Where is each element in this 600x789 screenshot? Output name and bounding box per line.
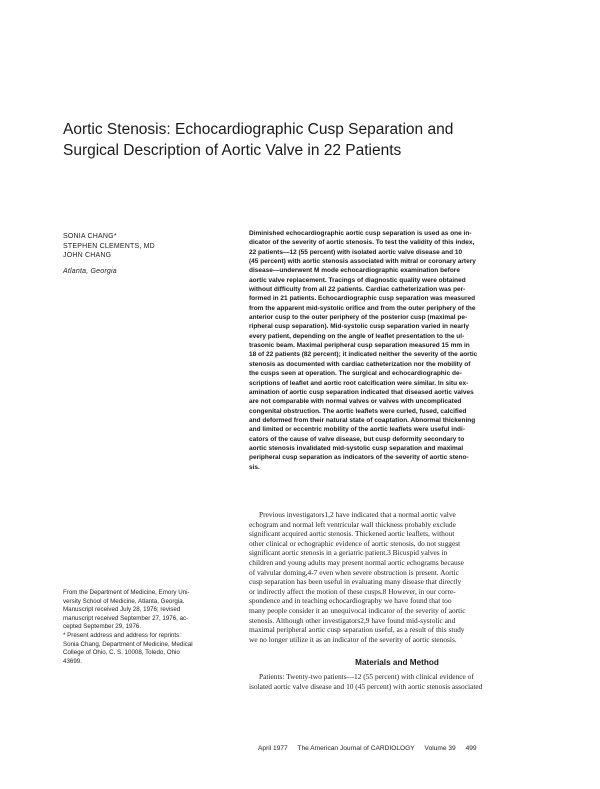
abstract-line: are not comparable with normal valves or valves with uncomplicated xyxy=(249,398,462,406)
page-number: 499 xyxy=(465,745,477,752)
body-line: maximal peripheral aortic cusp separation useful, as a result of this study xyxy=(249,625,465,635)
author-location: Atlanta, Georgia xyxy=(63,267,117,275)
body-line: children and young adults may present normal aortic echograms because xyxy=(249,557,464,567)
body-line: other clinical or echographic evidence of aortic stenosis, do not suggest xyxy=(249,538,461,548)
body-line: significant aortic stenosis in a geriatric patient.3 Bicuspid valves in xyxy=(249,548,448,558)
abstract-line: every patient, depending on the angle of leaflet presentation to the ul- xyxy=(249,332,465,340)
abstract-line: 18 of 22 patients (82 percent); it indicated neither the severity of the aortic xyxy=(249,351,478,359)
author-block xyxy=(63,232,233,276)
footnote-line: 43699. xyxy=(63,657,82,665)
body-line: spondence and in teaching echocardiography we have found that too xyxy=(249,596,452,606)
introduction-text xyxy=(249,510,545,644)
abstract-line: without difficulty from all 22 patients. Cardiac catheterization was per- xyxy=(249,286,466,294)
abstract-line: stenosis as documented with cardiac catheterization nor the mobility of xyxy=(249,360,471,368)
body-line: Previous investigators1,2 have indicated that a normal aortic valve xyxy=(259,510,456,519)
methods-line: isolated aortic valve disease and 10 (45 percent) with aortic stenosis associated xyxy=(249,681,483,691)
abstract-line: anterior cusp to the outer periphery of the posterior cusp (maximal pe- xyxy=(249,314,468,322)
author-name: SONIA CHANG* xyxy=(63,233,117,240)
abstract-line: amination of aortic cusp separation indicated that diseased aortic valves xyxy=(249,388,474,396)
body-line: cusp separation has been useful in evaluating many disease that directly xyxy=(249,577,462,587)
footer-volume: Volume 39 xyxy=(424,745,456,752)
footer-journal: The American Journal of CARDIOLOGY xyxy=(297,745,415,752)
footnote-line: From the Department of Medicine, Emory Uni- xyxy=(63,589,190,596)
abstract-line: formed in 21 patients. Echocardiographic cusp separation was measured xyxy=(249,295,476,303)
body-line: we no longer utilize it as an indicator of the severity of aortic stenosis. xyxy=(249,634,457,644)
article-title xyxy=(63,119,533,161)
abstract-line: scriptions of leaflet and aortic root calcification were similar. In situ ex- xyxy=(249,379,469,387)
body-line: many people consider it an unequivocal indicator of the severity of aortic xyxy=(249,605,466,615)
abstract-line: ripheral cusp separation). Mid-systolic cusp separation varied in nearly xyxy=(249,323,469,331)
footnote-line: Sonia Chang, Department of Medicine, Medical xyxy=(63,640,193,648)
body-line: significant acquired aortic stenosis. Thickened aortic leaflets, without xyxy=(249,529,455,539)
abstract-line: dicator of the severity of aortic stenosis. To test the validity of this index, xyxy=(249,239,475,247)
abstract-line: cators of the cause of valve disease, but cusp deformity secondary to xyxy=(249,435,465,443)
body-line: of valvular doming,4-7 even when severe obstruction is present. Aortic xyxy=(249,567,459,577)
footnote-line: Manuscript received July 28, 1976; revised xyxy=(63,606,181,614)
footnote-line: cepted September 29, 1976. xyxy=(63,623,142,631)
author-name: JOHN CHANG xyxy=(63,252,112,259)
title-line: Surgical Description of Aortic Valve in 22 Patients xyxy=(63,142,402,159)
body-line: echogram and normal left ventricular wall thickness probably exclude xyxy=(249,519,456,529)
abstract-line: and deformed from their natural state of coaptation. Abnormal thickening xyxy=(249,416,476,424)
abstract-line: the cusps seen at operation. The surgical and echocardiographic de- xyxy=(249,370,462,378)
abstract-line: congenital obstruction. The aortic leaflets were curled, fused, calcified xyxy=(249,407,467,415)
abstract-line: trasonic beam. Maximal peripheral cusp separation measured 15 mm in xyxy=(249,342,470,350)
abstract-line: and limited or eccentric mobility of the aortic leaflets were useful indi- xyxy=(249,426,465,434)
section-heading-methods: Materials and Method xyxy=(355,658,439,667)
methods-text xyxy=(249,672,545,691)
abstract-line: peripheral cusp separation as indicators of the severity of aortic steno- xyxy=(249,454,469,462)
page-footer xyxy=(258,745,558,752)
body-line: stenosis. Although other investigators2,9 have found mid-systolic and xyxy=(249,615,456,625)
abstract-line: 22 patients—12 (55 percent) with isolated aortic valve disease and 10 xyxy=(249,248,463,256)
methods-line: Patients: Twenty-two patients—12 (55 percent) with clinical evidence of xyxy=(259,672,474,681)
footnote-line: versity School of Medicine, Atlanta, Georgia. xyxy=(63,597,185,605)
footnote-line: College of Ohio, C. S. 10008, Toledo, Ohio xyxy=(63,649,180,657)
footnote-line: manuscript received September 27, 1976, ac- xyxy=(63,614,189,622)
affiliation-footnote xyxy=(63,589,233,666)
abstract-line: aortic stenosis invalidated mid-systolic cusp separation and maximal xyxy=(249,444,464,452)
abstract-line: aortic valve replacement. Tracings of diagnostic quality were obtained xyxy=(249,276,466,284)
abstract-line: disease—underwent M mode echocardiographic examination before xyxy=(249,267,460,275)
abstract xyxy=(249,229,541,472)
footnote-line: * Present address and address for reprints: xyxy=(63,631,181,639)
footer-date: April 1977 xyxy=(258,745,288,752)
abstract-line: from the apparent mid-systolic orifice and from the outer periphery of the xyxy=(249,304,476,312)
title-line: Aortic Stenosis: Echocardiographic Cusp Separation and xyxy=(63,121,454,138)
abstract-line: Diminished echocardiographic aortic cusp separation is used as one in- xyxy=(249,230,472,237)
body-line: or indirectly affect the motion of these cusps.8 However, in our corre- xyxy=(249,586,456,596)
author-name: STEPHEN CLEMENTS, MD xyxy=(63,242,155,250)
abstract-line: sis. xyxy=(249,463,260,471)
abstract-line: (45 percent) with aortic stenosis associated with mitral or coronary artery xyxy=(249,258,476,266)
